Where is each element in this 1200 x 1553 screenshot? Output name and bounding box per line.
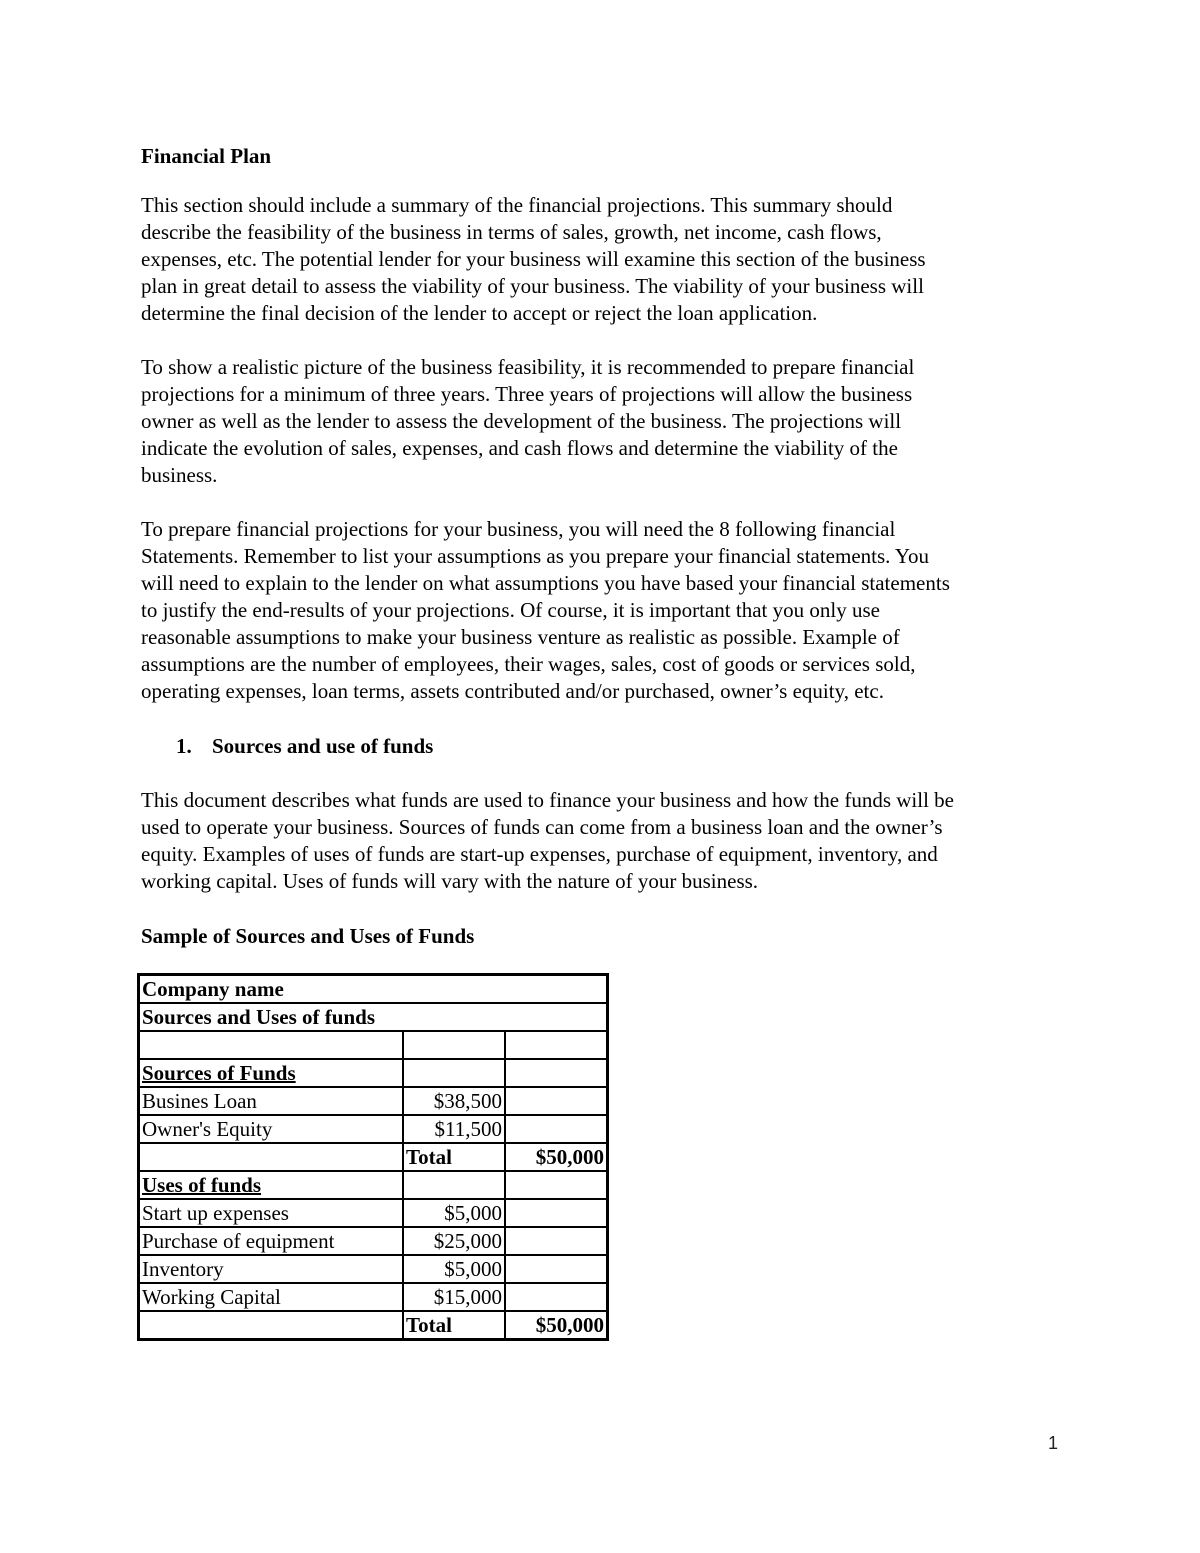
use-amount-cell: $25,000 (403, 1227, 505, 1255)
table-row (139, 1059, 608, 1087)
table-row (139, 975, 608, 1004)
sources-total-cell: $50,000 (505, 1143, 608, 1171)
use-label-cell: Purchase of equipment (139, 1227, 404, 1255)
source-label-cell: Busines Loan (139, 1087, 404, 1115)
text-line: To show a realistic picture of the business feasibility, it is recommended to prepare financial (141, 355, 915, 379)
table-row (139, 1227, 608, 1255)
empty-cell (505, 1255, 608, 1283)
text-line: will need to explain to the lender on what assumptions you have based your financial statements (141, 571, 950, 595)
text-line: To prepare financial projections for your business, you will need the 8 following financial (141, 517, 896, 541)
empty-cell (505, 1171, 608, 1199)
table-row (139, 1087, 608, 1115)
text-line: equity. Examples of uses of funds are start-up expenses, purchase of equipment, inventory, and (141, 842, 938, 866)
table-row (139, 1283, 608, 1311)
source-label-cell: Owner's Equity (139, 1115, 404, 1143)
paragraph-assumptions (141, 516, 1061, 705)
uses-total-label-cell: Total (403, 1311, 505, 1340)
empty-cell (139, 1311, 404, 1340)
use-amount-cell: $5,000 (403, 1199, 505, 1227)
text-line: business. (141, 463, 218, 487)
text-line: plan in great detail to assess the viability of your business. The viability of your business will (141, 274, 924, 298)
empty-cell (505, 1031, 608, 1059)
text-line: to justify the end-results of your projections. Of course, it is important that you only use (141, 598, 880, 622)
empty-cell (139, 1031, 404, 1059)
text-line: determine the final decision of the lender to accept or reject the loan application. (141, 301, 818, 325)
section-heading (176, 733, 433, 760)
table-row (139, 1311, 608, 1340)
table-row (139, 1143, 608, 1171)
use-label-cell: Start up expenses (139, 1199, 404, 1227)
text-line: owner as well as the lender to assess the development of the business. The projections will (141, 409, 902, 433)
empty-cell (139, 1143, 404, 1171)
empty-cell (505, 1199, 608, 1227)
sample-heading: Sample of Sources and Uses of Funds (141, 924, 475, 948)
text-line: expenses, etc. The potential lender for your business will examine this section of the business (141, 247, 926, 271)
table-row (139, 1255, 608, 1283)
sources-uses-table (137, 973, 609, 1341)
uses-header-cell: Uses of funds (139, 1171, 404, 1199)
section-number: 1. (176, 734, 192, 758)
source-amount-cell: $38,500 (403, 1087, 505, 1115)
empty-cell (505, 1087, 608, 1115)
text-line: assumptions are the number of employees, their wages, sales, cost of goods or services sold, (141, 652, 916, 676)
text-line: reasonable assumptions to make your business venture as realistic as possible. Example of (141, 625, 900, 649)
paragraph-projections (141, 354, 1061, 489)
section-title: Sources and use of funds (212, 734, 434, 758)
use-label-cell: Inventory (139, 1255, 404, 1283)
paragraph-summary (141, 192, 1061, 327)
empty-cell (505, 1283, 608, 1311)
text-line: This section should include a summary of the financial projections. This summary should (141, 193, 893, 217)
text-line: working capital. Uses of funds will vary with the nature of your business. (141, 869, 759, 893)
uses-total-cell: $50,000 (505, 1311, 608, 1340)
document-title: Financial Plan (141, 144, 272, 168)
table-row (139, 1171, 608, 1199)
text-line: operating expenses, loan terms, assets contributed and/or purchased, owner’s equity, etc. (141, 679, 884, 703)
table-row (139, 1003, 608, 1031)
text-line: used to operate your business. Sources of funds can come from a business loan and the owner’s (141, 815, 943, 839)
empty-cell (505, 1059, 608, 1087)
empty-cell (403, 1031, 505, 1059)
source-amount-cell: $11,500 (403, 1115, 505, 1143)
text-line: projections for a minimum of three years. Three years of projections will allow the business (141, 382, 913, 406)
paragraph-sources-uses (141, 787, 1061, 895)
company-name-cell: Company name (139, 975, 608, 1004)
table-row (139, 1031, 608, 1059)
text-line: This document describes what funds are used to finance your business and how the funds will be (141, 788, 954, 812)
table-row (139, 1115, 608, 1143)
text-line: indicate the evolution of sales, expenses, and cash flows and determine the viability of the (141, 436, 898, 460)
use-label-cell: Working Capital (139, 1283, 404, 1311)
text-line: describe the feasibility of the business in terms of sales, growth, net income, cash flows, (141, 220, 882, 244)
text-line: Statements. Remember to list your assumptions as you prepare your financial statements. You (141, 544, 929, 568)
table-row (139, 1199, 608, 1227)
use-amount-cell: $15,000 (403, 1283, 505, 1311)
table-subtitle-cell: Sources and Uses of funds (139, 1003, 608, 1031)
empty-cell (505, 1227, 608, 1255)
page-number: 1 (1048, 1433, 1059, 1453)
use-amount-cell: $5,000 (403, 1255, 505, 1283)
sources-total-label-cell: Total (403, 1143, 505, 1171)
sources-header-cell: Sources of Funds (139, 1059, 404, 1087)
empty-cell (403, 1171, 505, 1199)
empty-cell (505, 1115, 608, 1143)
empty-cell (403, 1059, 505, 1087)
